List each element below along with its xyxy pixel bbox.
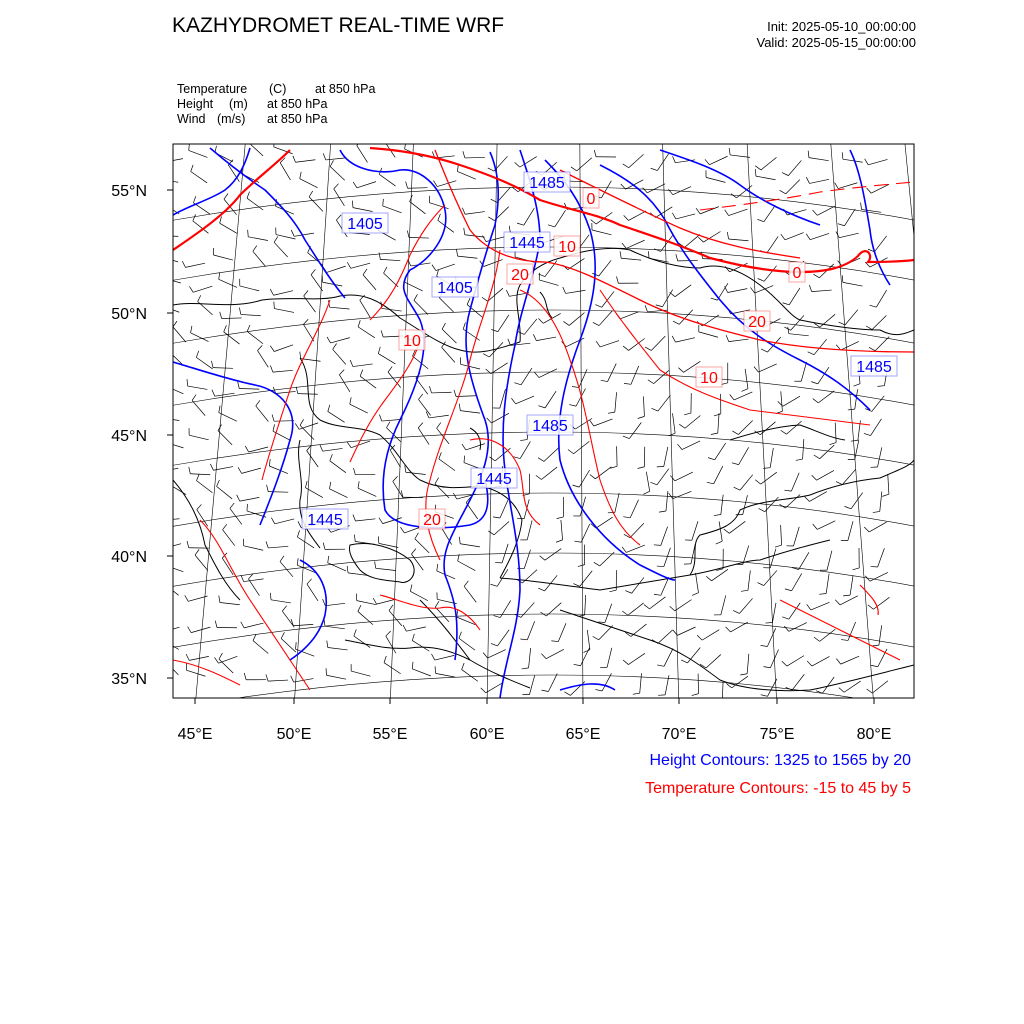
field-name: Wind (177, 112, 206, 126)
lon-tick-label: 60°E (469, 726, 505, 743)
lat-tick-label: 55°N (111, 183, 147, 200)
meridian-line (973, 134, 1024, 708)
wind-barb-feather (157, 514, 159, 521)
wind-barb-feather (161, 298, 162, 305)
wind-barb-feather (169, 478, 171, 485)
wind-barb-feather (160, 156, 163, 162)
valid-time: Valid: 2025-05-15_00:00:00 (756, 35, 916, 50)
height-legend: Height Contours: 1325 to 1565 by 20 (649, 752, 911, 769)
meridian-line (0, 134, 27, 708)
temperature-contour-label: 0 (792, 265, 802, 282)
field-level: at 850 hPa (267, 112, 328, 126)
wind-barb-feather (163, 576, 166, 582)
field-unit: (m) (229, 97, 248, 111)
temperature-contour-label: 20 (423, 512, 441, 529)
temperature-contour-label: 0 (586, 191, 596, 208)
wind-barb-feather (157, 229, 159, 236)
wind-barb-feather (162, 196, 164, 203)
longitude-axis (178, 698, 892, 743)
meridian-line (20, 134, 96, 708)
height-contour-label: 1485 (529, 175, 565, 192)
map-title: KAZHYDROMET REAL-TIME WRF (172, 14, 505, 37)
temperature-contour-label: 20 (748, 314, 766, 331)
wind-barb-feather (158, 543, 162, 549)
temperature-legend: Temperature Contours: -15 to 45 by 5 (645, 780, 911, 797)
height-contour-label: 1485 (532, 418, 568, 435)
height-contour-label: 1445 (509, 235, 545, 252)
field-name: Temperature (177, 82, 248, 96)
field-name: Height (177, 97, 214, 111)
height-contour-label: 1445 (307, 512, 343, 529)
wind-barb-feather (162, 632, 164, 639)
height-contour-label: 1485 (856, 359, 892, 376)
wind-barb-feather (165, 654, 169, 660)
wind-barb-feather (715, 703, 722, 705)
lon-tick-label: 55°E (372, 726, 408, 743)
height-contour-label: 1405 (437, 280, 473, 297)
latitude-axis (111, 183, 173, 688)
lat-tick-label: 45°N (111, 428, 147, 445)
field-unit: (C) (269, 82, 287, 96)
lat-tick-label: 35°N (111, 671, 147, 688)
meridian-line (100, 134, 164, 708)
wind-barb-feather (159, 411, 160, 418)
temperature-contour-label: 10 (403, 333, 421, 350)
field-unit: (m/s) (217, 112, 246, 126)
wind-barb-feather (248, 136, 251, 142)
lon-tick-label: 45°E (177, 726, 213, 743)
lat-tick-label: 40°N (111, 549, 147, 566)
wind-barb-feather (156, 465, 159, 471)
height-contour-label: 1405 (347, 216, 383, 233)
wind-barb-feather (157, 627, 161, 633)
init-time: Init: 2025-05-10_00:00:00 (767, 19, 916, 34)
wind-barb-feather (169, 345, 172, 351)
wind-barb-feather (158, 172, 159, 179)
wind-barb-feather (322, 275, 323, 282)
wind-barb-feather (384, 136, 389, 141)
temperature-contour-label: 20 (511, 267, 529, 284)
lon-tick-label: 80°E (856, 726, 892, 743)
height-contour-label: 1445 (476, 471, 512, 488)
field-level: at 850 hPa (267, 97, 328, 111)
temperature-contour-label: 10 (558, 239, 576, 256)
field-level: at 850 hPa (315, 82, 376, 96)
lon-tick-label: 75°E (759, 726, 795, 743)
lon-tick-label: 65°E (565, 726, 601, 743)
wind-barb-feather (165, 379, 166, 386)
lon-tick-label: 50°E (276, 726, 312, 743)
temperature-contour-label: 10 (700, 370, 718, 387)
lat-tick-label: 50°N (111, 306, 147, 323)
lon-tick-label: 70°E (661, 726, 697, 743)
